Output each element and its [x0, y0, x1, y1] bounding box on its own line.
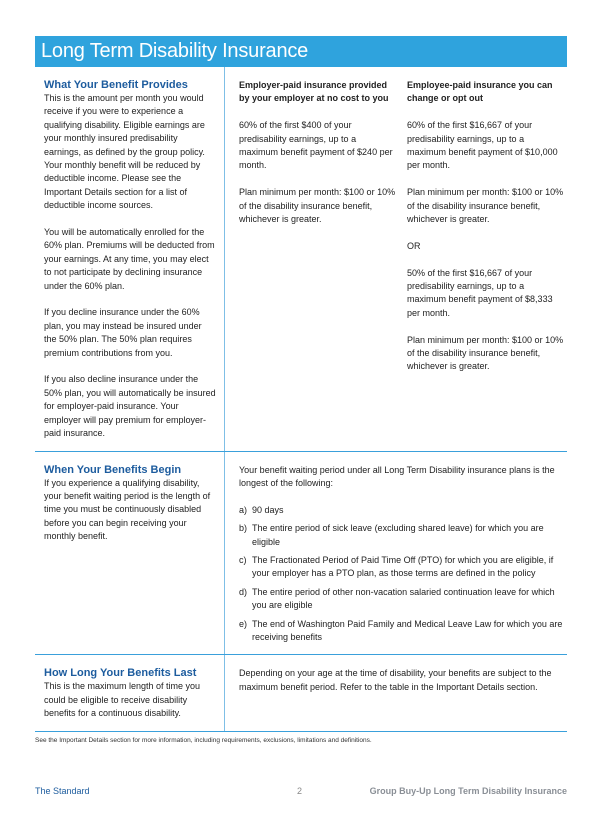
benefit-provides-left: [35, 67, 225, 451]
column-heading: Employee-paid insurance you can change or opt out: [407, 80, 553, 104]
benefits-last-section: [35, 655, 567, 731]
paragraph: This is the maximum length of time you could be eligible to receive disability benefits for a continuous disability.: [44, 681, 201, 719]
plan-columns: [225, 67, 567, 451]
employee-paid-column: [407, 79, 565, 441]
benefits-last-left: [35, 655, 225, 730]
list-item: [239, 554, 565, 581]
list-text: The end of Washington Paid Family and Medical Leave Law for which you are receiving benefits: [252, 618, 563, 642]
list-marker: d): [239, 586, 248, 597]
paragraph: Plan minimum per month: $100 or 10% of the disability insurance benefit, whichever is greater.: [407, 187, 564, 225]
list-marker: e): [239, 618, 248, 629]
paragraph: You will be automatically enrolled for the 60% plan. Premiums will be deducted from your earnings. At any time, you may elect to not participate by declining insurance under the 60% plan.: [44, 227, 215, 291]
section-heading: How Long Your Benefits Last: [44, 667, 197, 680]
list-marker: c): [239, 554, 247, 565]
paragraph: Your benefit waiting period under all Long Term Disability insurance plans is the longest of the following:: [239, 464, 555, 488]
benefit-provides-section: [35, 67, 567, 452]
paragraph: Plan minimum per month: $100 or 10% of the disability insurance benefit, whichever is greater.: [407, 334, 564, 372]
paragraph: OR: [407, 240, 421, 251]
benefits-begin-left: [35, 452, 225, 655]
list-text: The entire period of sick leave (excluding shared leave) for which you are eligible: [252, 523, 544, 547]
footer-doc-title: Group Buy-Up Long Term Disability Insurance: [369, 785, 567, 796]
section-heading: What Your Benefit Provides: [44, 79, 188, 91]
page-footer: [35, 745, 567, 797]
footnote: See the Important Details section for more information, including requirements, exclusions, limitations and definitions.: [35, 736, 372, 744]
benefits-begin-section: [35, 452, 567, 656]
footer-brand: The Standard: [35, 785, 90, 796]
list-text: The entire period of other non-vacation salaried continuation leave for which you are eligible: [252, 586, 555, 611]
paragraph: Depending on your age at the time of disability, your benefits are subject to the maximum benefit period. Refer to the table in the Important Details section.: [239, 668, 552, 692]
page-number: 2: [297, 785, 303, 796]
paragraph: If you decline insurance under the 60% plan, you may instead be insured under the 50% plan. The 50% plan requires premium contributions from you.: [44, 307, 202, 358]
benefits-last-right: [225, 655, 567, 730]
paragraph: If you also decline insurance under the 50% plan, you will automatically be insured for employer-paid insurance. Your employer will pay premium for employer-paid insurance.: [44, 374, 216, 439]
paragraph: If you experience a qualifying disability, your benefit waiting period is the length of time you must be continuously disabled before you can begin receiving your monthly benefit.: [44, 477, 211, 542]
benefits-begin-right: [225, 452, 567, 655]
paragraph: 60% of the first $16,667 of your predisability earnings, up to a maximum benefit payment of $10,000 per month.: [407, 120, 558, 171]
list-marker: b): [239, 523, 248, 534]
list-item: [239, 522, 565, 549]
employer-paid-column: [239, 79, 397, 441]
page-title: Long Term Disability Insurance: [41, 40, 309, 62]
paragraph: 50% of the first $16,667 of your predisability earnings, up to a maximum benefit payment of $8,333 per month.: [407, 267, 553, 318]
column-heading: Employer-paid insurance provided by your employer at no cost to you: [239, 80, 389, 104]
paragraph: This is the amount per month you would receive if you were to experience a qualifying disability. Eligible earnings are your monthly insured predisability earnings, as defined by the group policy. Your monthly benefit will be reduced by deductible income. Please see the Important Details section for a list of deductible income sources.: [44, 93, 205, 211]
paragraph: Plan minimum per month: $100 or 10% of the disability insurance benefit, whichever is greater.: [239, 187, 396, 225]
list-text: The Fractionated Period of Paid Time Off (PTO) for which you are eligible, if your employer has a PTO plan, as those terms are defined in the policy: [252, 554, 554, 579]
list-item: [239, 504, 565, 517]
waiting-period-list: [239, 504, 565, 645]
section-heading: When Your Benefits Begin: [44, 463, 182, 476]
paragraph: 60% of the first $400 of your predisability earnings, up to a maximum benefit payment of $240 per month.: [239, 120, 393, 171]
list-item: [239, 586, 565, 613]
title-banner: [35, 36, 567, 67]
list-text: 90 days: [252, 504, 284, 515]
list-marker: a): [239, 504, 248, 515]
list-item: [239, 618, 565, 645]
